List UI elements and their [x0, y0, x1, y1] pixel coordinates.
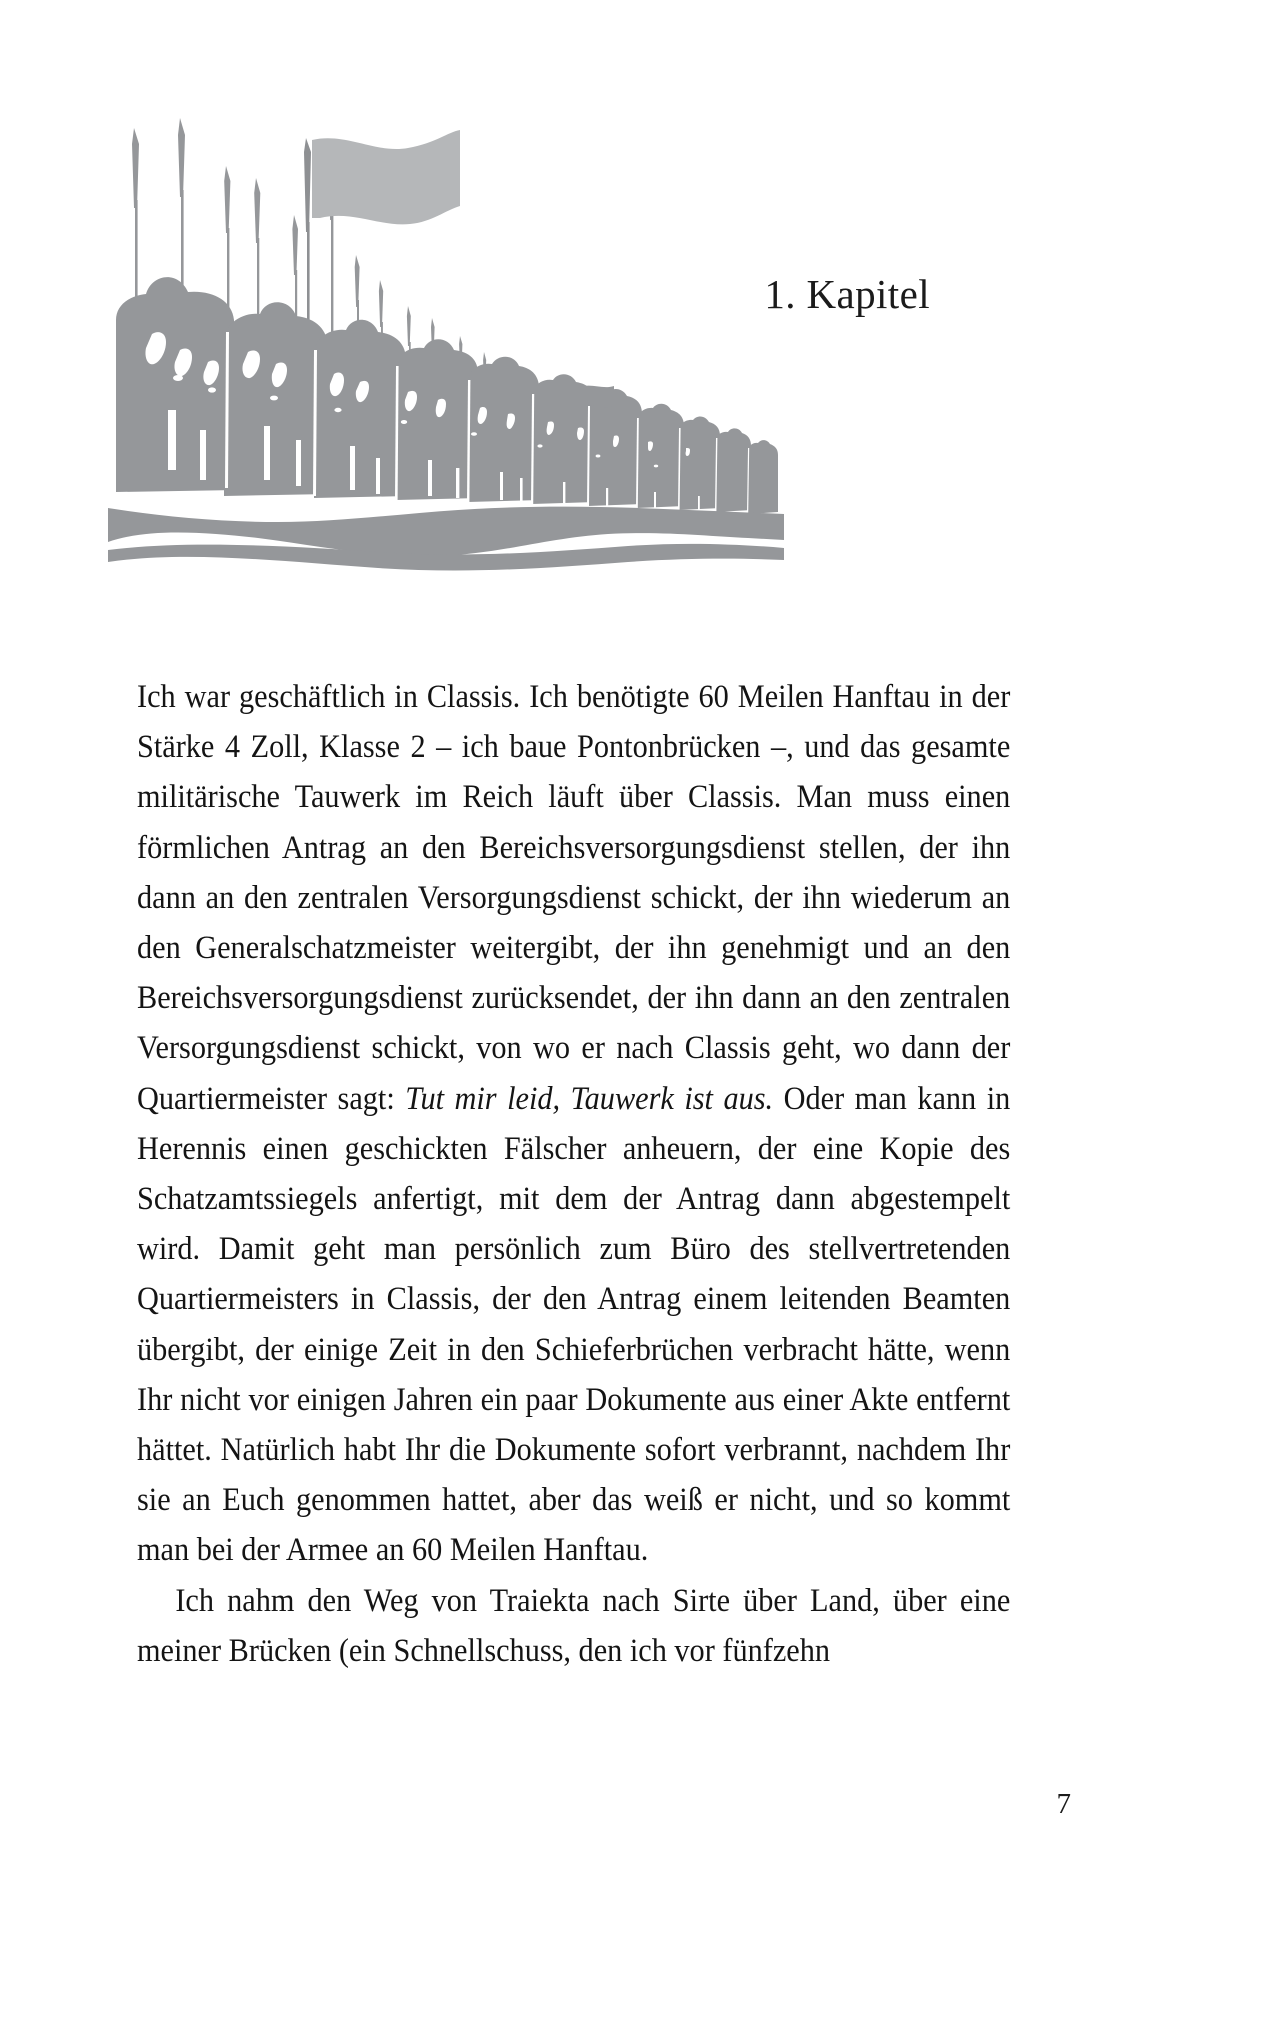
body-text-block — [137, 672, 1010, 1676]
paragraph-2-segment-1: Ich nahm den Weg von Traiekta nach Sirte über Land, über eine meiner Brücken (ein Schnellschuss, den ich vor fünfzehn — [137, 1582, 1011, 1669]
paragraph-2 — [137, 1576, 1010, 1676]
paragraph-1 — [137, 672, 1010, 1576]
ground-shadow — [108, 507, 784, 571]
paragraph-1-quote-italic: Tut mir leid, Tauwerk ist aus. — [405, 1080, 774, 1117]
marching-army-illustration — [108, 110, 788, 620]
chapter-heading: 1. Kapitel — [764, 271, 930, 317]
paragraph-1-segment-3: Oder man kann in Herennis einen geschickten Fälscher anheuern, der eine Kopie des Schatzamtssiegels anfertigt, mit dem der Antrag dann abgestempelt wird. Damit geht man persönlich zum Büro des stellvertretenden Quartiermeisters in Classis, der den Antrag einem leitenden Beamten übergibt, der einige Zeit in den Schieferbrüchen verbracht hätte, wenn Ihr nicht vor einigen Jahren ein paar Dokumente aus einer Akte entfernt hättet. Natürlich habt Ihr die Dokumente sofort verbrannt, nachdem Ihr sie an Euch genommen hattet, aber das weiß er nicht, und so kommt man bei der Armee an 60 Meilen Hanftau. — [137, 1080, 1011, 1569]
page-number: 7 — [1056, 1788, 1071, 1820]
banner-flag — [312, 130, 460, 224]
rear-banner — [578, 386, 614, 408]
paragraph-1-segment-1: Ich war geschäftlich in Classis. Ich benötigte 60 Meilen Hanftau in der Stärke 4 Zoll, Klasse 2 – ich baue Pontonbrücken –, und das gesamte militärische Tauwerk im Reich läuft über Classis. Man muss einen förmlichen Antrag an den Bereichsversorgungsdienst stellen, der ihn dann an den zentralen Versorgungsdienst schickt, der ihn wiederum an den Generalschatzmeister weitergibt, der ihn genehmigt und an den Bereichsversorgungsdienst zurücksendet, der ihn dann an den zentralen Versorgungsdienst schickt, von wo er nach Classis geht, wo dann der Quartiermeister sagt: — [137, 679, 1011, 1117]
